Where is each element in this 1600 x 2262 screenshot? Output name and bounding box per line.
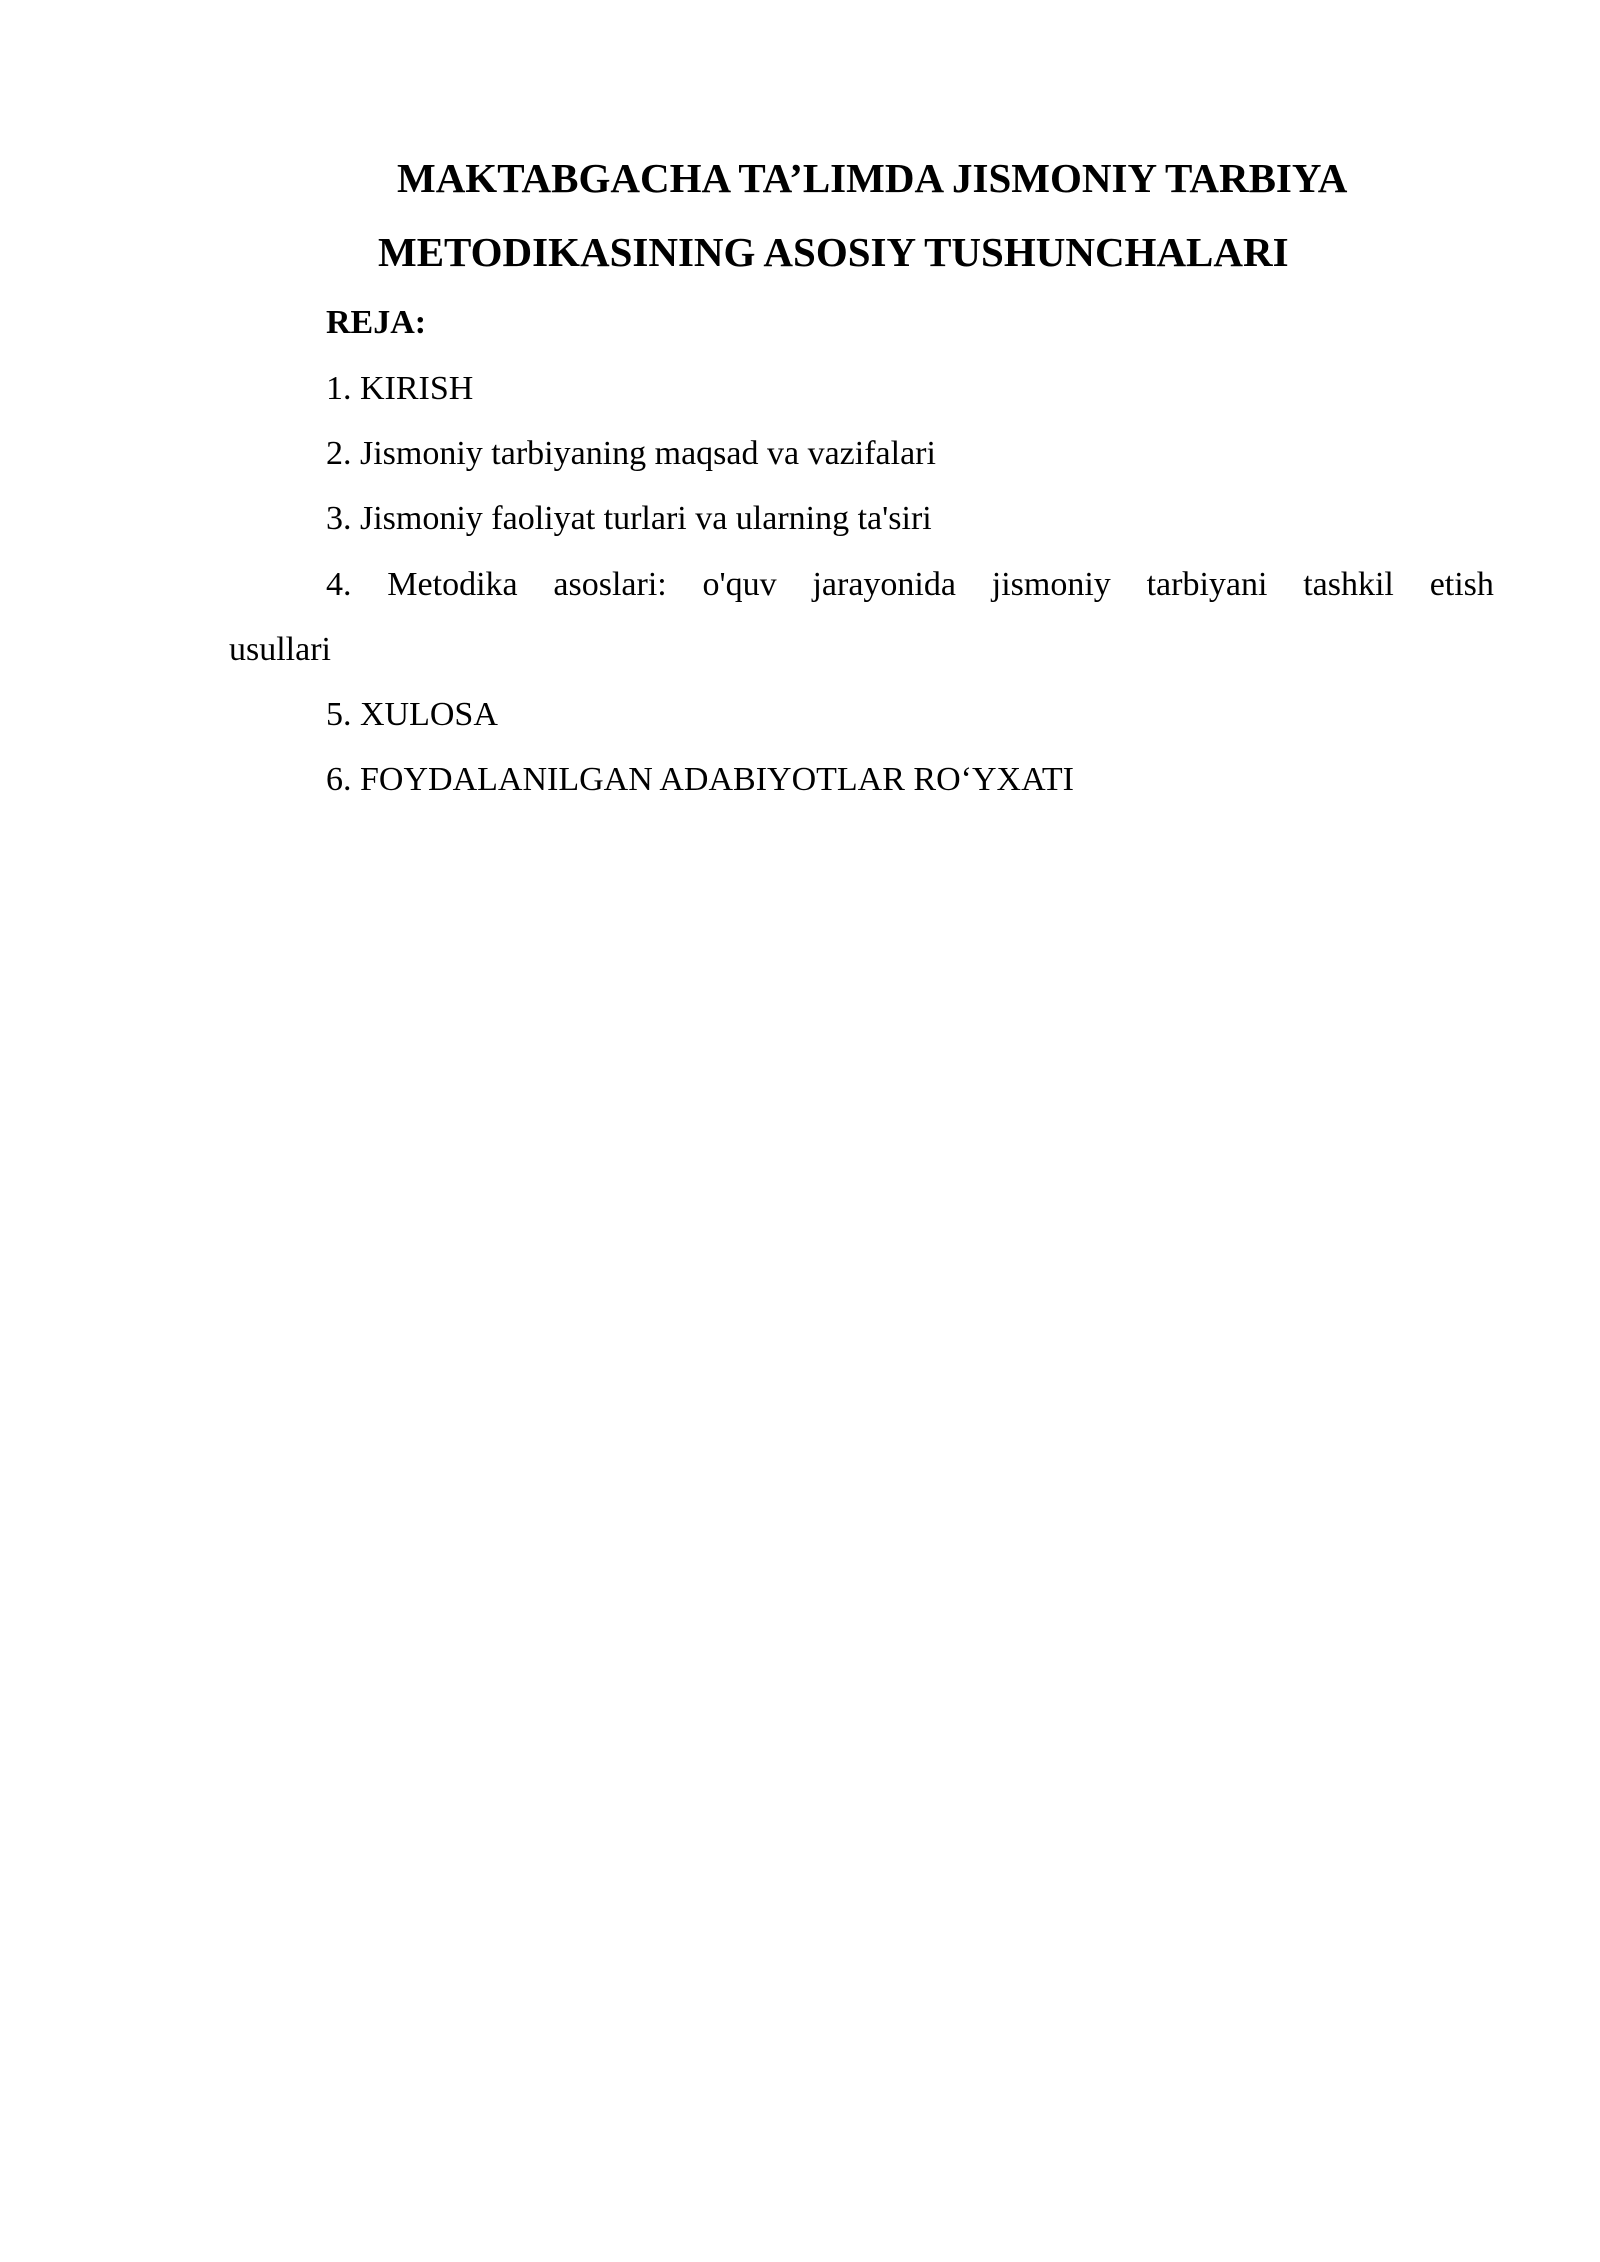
title-line-2: METODIKASINING ASOSIY TUSHUNCHALARI	[378, 229, 1289, 275]
plan-item-6: 6. FOYDALANILGAN ADABIYOTLAR RO‘YXATI	[326, 761, 1074, 798]
plan-item-4-word: jarayonida	[812, 566, 956, 603]
plan-item-4-word: asoslari:	[553, 566, 667, 603]
plan-item-2: 2. Jismoniy tarbiyaning maqsad va vazifalari	[326, 435, 936, 472]
plan-item-4-word: jismoniy	[991, 566, 1111, 603]
plan-item-4-line-2: usullari	[229, 631, 331, 668]
plan-item-1: 1. KIRISH	[326, 370, 474, 407]
plan-item-4-line-1	[326, 568, 1494, 602]
plan-item-3: 3. Jismoniy faoliyat turlari va ularning ta'siri	[326, 500, 932, 537]
plan-item-4-word: tarbiyani	[1146, 566, 1268, 603]
plan-item-5: 5. XULOSA	[326, 696, 498, 733]
plan-item-4-word: etish	[1429, 566, 1494, 603]
plan-item-4-word: tashkil	[1303, 566, 1394, 603]
plan-item-4-word: Metodika	[387, 566, 518, 603]
plan-heading: REJA:	[326, 304, 427, 341]
title-line-1: MAKTABGACHA TA’LIMDA JISMONIY TARBIYA	[397, 155, 1348, 201]
plan-item-4-word: o'quv	[702, 566, 777, 603]
plan-item-4-word: 4.	[326, 566, 352, 603]
